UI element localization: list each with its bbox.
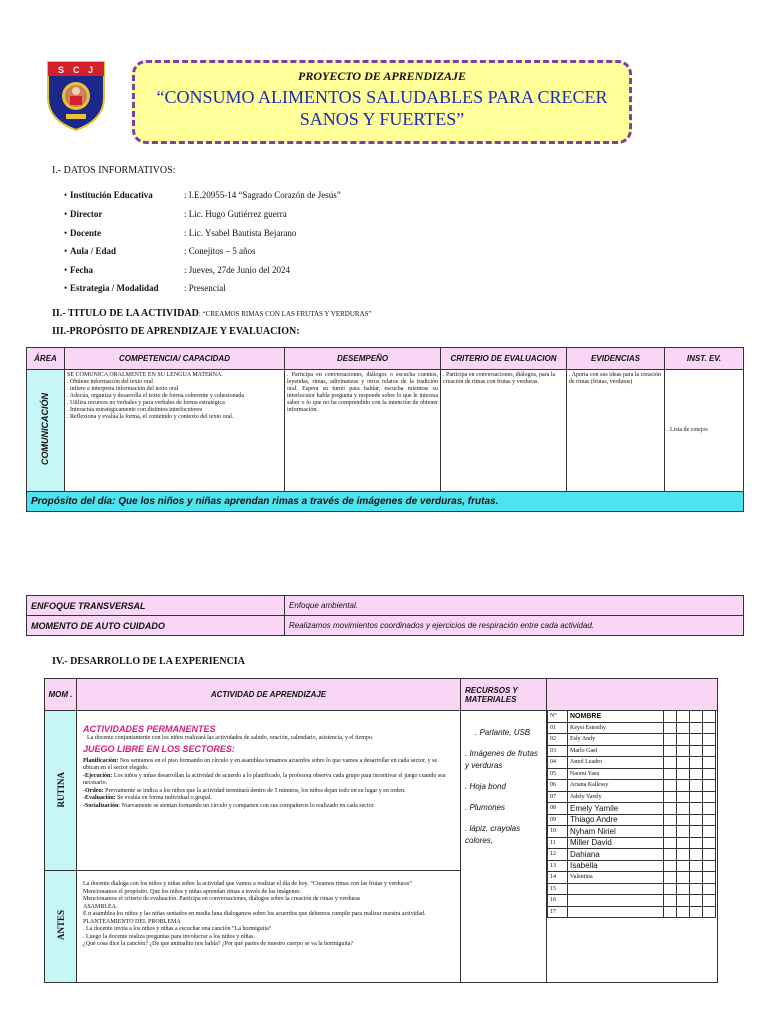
checkbox-cell [690,860,703,872]
instrumento-cell: . Lista de cotejos [665,370,744,492]
checkbox-cell [677,826,690,838]
header-actividad: ACTIVIDAD DE APRENDIZAJE [77,679,461,711]
phase-rutina: RUTINA [45,711,77,871]
checkbox-cell [677,757,690,769]
checkbox-cell [664,757,677,769]
criterio-cell: . Participa en conversaciones, diálogos, para la creación de rimas con frutas y verduras. [441,370,567,492]
checkbox-cell [703,895,716,907]
student-row [548,826,716,838]
checkbox-cell [677,780,690,792]
student-num-header: N° [548,711,568,723]
student-number: 09 [548,814,568,826]
student-name: Keysi Estesihy [568,722,664,734]
svg-text:S: S [58,65,65,75]
student-row [548,860,716,872]
info-row: • Institución Educativa : I.E.20955-14 “Sagrado Corazón de Jesús” [64,190,341,200]
checkbox-cell [677,849,690,861]
student-row [548,780,716,792]
checkbox-cell [677,860,690,872]
student-row [548,734,716,746]
checkbox-cell [664,883,677,895]
header-area: ÁREA [27,348,65,370]
header-desempeno: DESEMPEÑO [285,348,441,370]
checkbox-cell [690,895,703,907]
project-banner [132,60,632,144]
student-row [548,745,716,757]
svg-text:J: J [88,65,94,75]
student-name: Emely Yamile [568,803,664,815]
desempeno-cell: . Participa en conversaciones, diálogos o escucha cuentos, leyendas, rimas, adivinanzas y otros relatos de la tradición oral. Espera su turno para hablar, escucha mientras su interlocutor habla pregunta y responde sobre lo que le interesa saber o lo que no ha comprendido con la intención de obtener información. [285,370,441,492]
checkbox-cell [677,722,690,734]
header-criterio: CRITERIO DE EVALUACION [441,348,567,370]
resources-cell: . Parlante, USB . Imágenes de frutas y verduras . Hoja bond . Plumones . lápiz, crayolas colores, [461,711,547,983]
checkbox-cell [690,803,703,815]
area-cell: COMUNICACIÓN [27,370,65,492]
checkbox-cell [703,906,716,918]
checkbox-cell [703,849,716,861]
checkbox-cell [664,768,677,780]
checkbox-cell [677,872,690,884]
checkbox-cell [664,837,677,849]
enfoque-value: Enfoque ambiental. [285,596,744,616]
student-name: Nyham Niriel [568,826,664,838]
student-name-header: NOMBRE [568,711,664,723]
enfoque-label: ENFOQUE TRANSVERSAL [27,596,285,616]
student-row [548,895,716,907]
student-name: Esly Andy [568,734,664,746]
checkbox-cell [703,837,716,849]
autocuidado-value: Realizamos movimientos coordinados y ejercicios de respiración entre cada actividad. [285,616,744,636]
student-row [548,837,716,849]
student-number: 01 [548,722,568,734]
checkbox-cell [690,837,703,849]
student-number: 12 [548,849,568,861]
checkbox-cell [703,791,716,803]
checkbox-cell [703,745,716,757]
checkbox-cell [664,814,677,826]
info-row: • Fecha : Jueves, 27de Junio del 2024 [64,265,290,275]
student-row [548,722,716,734]
checkbox-cell [703,814,716,826]
rutina-activity: ACTIVIDADES PERMANENTES La docente conjuntamente con los niños realizará las actividades de saludo, oración, calendario, asistencia, y el tiempo. JUEGO LIBRE EN LOS SECTORES: Planificación: Nos sentamos en el piso formando un círculo y en asamblea tomamos acuerdos sobre lo que vamos a desarrollar en cada sector, y se ubican en el sector elegido. -Ejecución: Los niños y niñas desarrollan la actividad de acuerdo a lo planificado, la profesora observa cada grupo para incentivar el juego cuando sea necesario. -Orden: Previamente se indica a los niños que la actividad terminará dentro de 5 minutos, los niños dejan todo en su lugar y en orden. -Evaluación: Se evalúa en forma individual o grupal. -Socialización: Nuevamente se sientan formando un círculo y comparten con sus compañeros lo realizado en cada sector. [77,711,461,871]
header-competencia: COMPETENCIA/ CAPACIDAD [65,348,285,370]
checkbox-cell [664,860,677,872]
section-1-heading: I.- DATOS INFORMATIVOS: [52,165,176,176]
student-name: Amol Leadro [568,757,664,769]
student-name: Adely Yarely [568,791,664,803]
checkbox-cell [703,780,716,792]
project-subtitle: PROYECTO DE APRENDIZAJE [297,69,467,83]
phase-antes: ANTES [45,871,77,983]
checkbox-cell [690,768,703,780]
checkbox-cell [690,791,703,803]
header-mom: MOM . [45,679,77,711]
checkbox-cell [703,722,716,734]
student-row [548,872,716,884]
learning-purpose-table [26,347,744,512]
student-name [568,895,664,907]
student-number: 15 [548,883,568,895]
student-number: 11 [548,837,568,849]
checkbox-cell [703,757,716,769]
student-number: 13 [548,860,568,872]
student-row [548,814,716,826]
student-name [568,883,664,895]
transversal-table [26,595,744,636]
section-2-heading: II.- TITULO DE LA ACTIVIDAD: “CREAMOS RIMAS CON LAS FRUTAS Y VERDURAS” [52,308,372,319]
student-name: Miller David [568,837,664,849]
student-row [548,883,716,895]
checkbox-cell [677,906,690,918]
student-number: 03 [548,745,568,757]
antes-activity: La docente dialoga con los niños y niñas sobre la actividad que vamos a realizar el día de hoy. “Creamos rimas con las frutas y verduras” Mencionamos el propósito. Que los niños y niñas aprendan rimas a través de las imágenes. Mencionamos el criterio de evaluación. Participa en conversaciones, diálogos sobre la creación de rimas y verduras ASAMBLEA. E n asamblea los niños y las niñas sentados en media luna dialogamos sobre los acuerdos que debemos cumplir para realizar nuestra actividad. PLANTEAMIENTO DEL PROBLEMA . La docente invita a los niños y niñas a escuchar una canción “La hormiguita” . Luego la docente realiza preguntas para involucrar a los niños y niñas. ¿Qué cosa dice la canción? ¿De que animalito nos habla? ¿Por qué partes de nuestro cuerpo se va la hormiguita? [77,871,461,983]
checkbox-cell [677,814,690,826]
header-blank [547,679,718,711]
checkbox-cell [677,745,690,757]
project-title: “CONSUMO ALIMENTOS SALUDABLES PARA CRECER SANOS Y FUERTES” [156,87,608,129]
section-3-heading: III.-PROPÓSITO DE APRENDIZAJE Y EVALUACION: [52,326,300,337]
checkbox-cell [690,826,703,838]
info-row: • Estrategia / Modalidad : Presencial [64,283,226,293]
student-number: 16 [548,895,568,907]
checkbox-cell [677,837,690,849]
daily-purpose: Propósito del día: Que los niños y niñas aprendan rimas a través de imágenes de verduras, frutas. [27,492,744,512]
section-4-heading: IV.- DESARROLLO DE LA EXPERIENCIA [52,656,245,667]
checkbox-cell [703,860,716,872]
evidencias-cell: . Aporta con sus ideas para la creación de rimas (frutas, verduras) [567,370,665,492]
checkbox-cell [703,883,716,895]
checkbox-cell [690,906,703,918]
checkbox-cell [690,745,703,757]
school-crest-logo [44,58,108,132]
info-row: • Aula / Edad : Conejitos – 5 años [64,246,256,256]
student-name: Dahiana [568,849,664,861]
student-number: 17 [548,906,568,918]
student-number: 08 [548,803,568,815]
checkbox-cell [703,803,716,815]
checkbox-cell [664,803,677,815]
student-number: 06 [548,780,568,792]
checkbox-cell [677,883,690,895]
header-evidencias: EVIDENCIAS [567,348,665,370]
checkbox-cell [703,872,716,884]
checkbox-cell [677,734,690,746]
student-number: 07 [548,791,568,803]
checkbox-cell [690,883,703,895]
student-row [548,757,716,769]
checkbox-cell [664,722,677,734]
student-name: Ariana Kallessy [568,780,664,792]
student-row [548,906,716,918]
autocuidado-label: MOMENTO DE AUTO CUIDADO [27,616,285,636]
student-number: 10 [548,826,568,838]
checkbox-cell [677,768,690,780]
checkbox-cell [690,722,703,734]
info-row: • Docente : Lic. Ysabel Bautista Bejarano [64,228,297,238]
checkbox-cell [690,757,703,769]
student-number: 04 [548,757,568,769]
checkbox-cell [703,734,716,746]
student-name: Isabella [568,860,664,872]
student-list [547,710,716,918]
checkbox-cell [664,780,677,792]
student-name: Marlo Gael [568,745,664,757]
info-row: • Director : Lic. Hugo Gutiérrez guerra [64,209,287,219]
student-name: Thiago Andre [568,814,664,826]
student-number: 05 [548,768,568,780]
checkbox-cell [690,734,703,746]
header-instrumento: INST. EV. [665,348,744,370]
checkbox-cell [664,791,677,803]
student-row [548,768,716,780]
svg-text:C: C [73,65,80,75]
checkbox-cell [690,814,703,826]
checkbox-cell [703,768,716,780]
student-name: Valentina [568,872,664,884]
checkbox-cell [703,826,716,838]
checkbox-cell [690,872,703,884]
checkbox-cell [677,895,690,907]
student-row [548,803,716,815]
checkbox-cell [677,803,690,815]
checkbox-cell [664,826,677,838]
checkbox-cell [664,734,677,746]
student-row [548,849,716,861]
student-name [568,906,664,918]
student-row [548,791,716,803]
checkbox-cell [664,906,677,918]
checkbox-cell [664,895,677,907]
checkbox-cell [664,872,677,884]
student-number: 02 [548,734,568,746]
checkbox-cell [690,780,703,792]
header-recursos: RECURSOS Y MATERIALES [461,679,547,711]
checkbox-cell [677,791,690,803]
competencia-cell: SE COMUNICA ORALMENTE EN SU LENGUA MATERNA. . Obtiene información del texto oral . infiere e interpreta información del texto oral . Adecúa, organiza y desarrolla el texto de forma coherente y cohesionada . Utiliza recursos no verbales y para verbales de forma estratégica . Interactúa estratégicamente con distintos interlocutores . Reflexiona y evalúa la forma, el contenido y contexto del texto oral. [65,370,285,492]
checkbox-cell [664,849,677,861]
student-name: Naomi Yasu [568,768,664,780]
checkbox-cell [664,745,677,757]
checkbox-cell [690,849,703,861]
student-number: 14 [548,872,568,884]
